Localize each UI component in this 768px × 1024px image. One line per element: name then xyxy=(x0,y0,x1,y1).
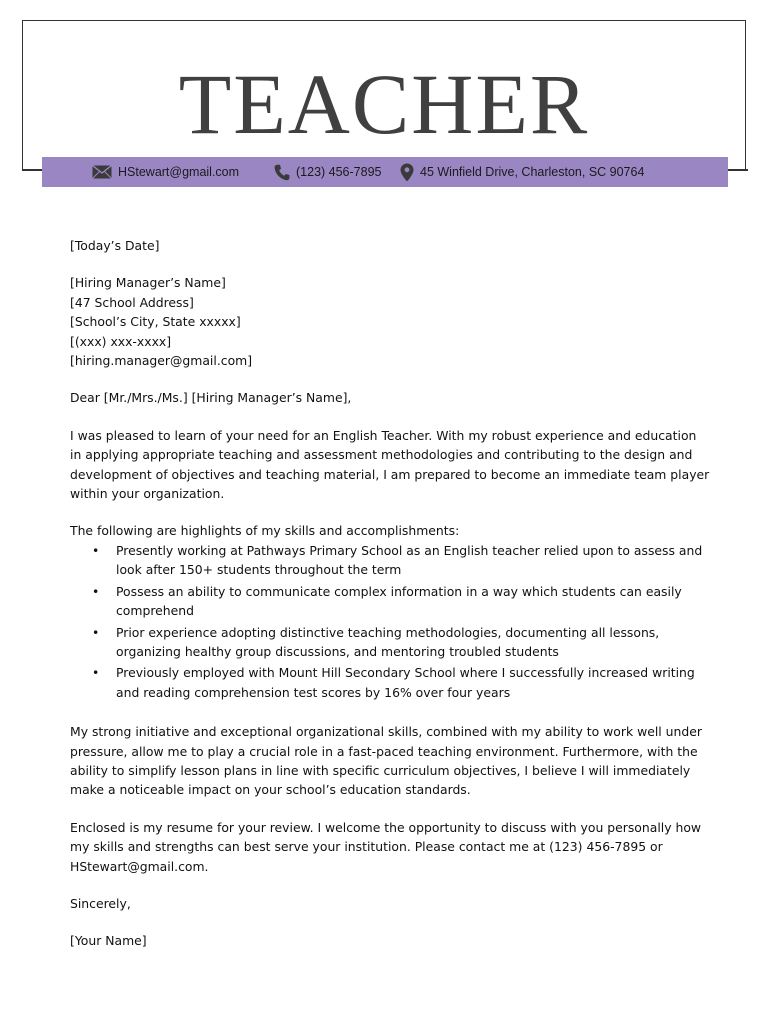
body-paragraph: My strong initiative and exceptional organizational skills, combined with my ability to work well under pressure, allow me to play a crucial role in a fast-paced teaching environment. Furthermore, with the ability to simplify lesson plans in line with specific curriculum objectives, I believe I will immediately make a noticeable impact on your school’s education standards. xyxy=(70,724,702,798)
location-pin-icon xyxy=(400,163,414,182)
contact-bar xyxy=(42,157,728,187)
intro-paragraph: I was pleased to learn of your need for an English Teacher. With my robust experience and education in applying appropriate teaching and assessment methodologies and contributing to the design and development of objectives and teaching material, I am prepared to become an immediate team player within your organization. xyxy=(70,427,710,502)
bullet-icon: • xyxy=(92,624,100,640)
contact-email xyxy=(92,163,239,181)
salutation: Dear [Mr./Mrs./Ms.] [Hiring Manager’s Name], xyxy=(70,390,352,406)
bullet-icon: • xyxy=(92,542,100,558)
closing-paragraph: Enclosed is my resume for your review. I welcome the opportunity to discuss with you personally how my skills and strengths can best serve your institution. Please contact me at (123) 456-7895 or HStewart@gmail.com. xyxy=(70,819,702,874)
page-title: TEACHER xyxy=(178,56,590,152)
contact-phone xyxy=(274,163,381,181)
frame-corner-right xyxy=(728,169,748,171)
highlights-intro: The following are highlights of my skills and accomplishments: xyxy=(70,523,460,539)
sign-off: Sincerely, xyxy=(70,895,131,911)
bullet-icon: • xyxy=(92,583,100,599)
list-item: • Previously employed with Mount Hill Secondary School where I successfully increased writing and reading comprehension test scores by 16% over four years xyxy=(92,665,695,700)
bullet-icon: • xyxy=(92,665,100,681)
envelope-icon xyxy=(92,165,112,179)
letter-date: [Today’s Date] xyxy=(70,238,160,253)
list-item: • Prior experience adopting distinctive teaching methodologies, documenting all lessons, organizing healthy group discussions, and mentoring troubled students xyxy=(92,624,660,659)
list-item: • Possess an ability to communicate complex information in a way which students can easily comprehend xyxy=(92,583,682,619)
recipient-email: [hiring.manager@gmail.com] xyxy=(70,353,253,369)
contact-address xyxy=(400,163,644,181)
signature: [Your Name] xyxy=(70,933,147,949)
letter-body xyxy=(70,236,710,951)
recipient-address: [47 School Address] xyxy=(70,294,194,310)
highlights-list xyxy=(70,541,710,702)
phone-text: (123) 456-7895 xyxy=(296,165,382,179)
recipient-name: [Hiring Manager’s Name] xyxy=(70,275,226,291)
phone-icon xyxy=(274,164,290,181)
email-text: HStewart@gmail.com xyxy=(118,165,240,179)
recipient-phone: [(xxx) xxx-xxxx] xyxy=(70,333,172,349)
recipient-city: [School’s City, State xxxxx] xyxy=(70,314,241,330)
list-item: • Presently working at Pathways Primary School as an English teacher relied upon to assess and look after 150+ students throughout the term xyxy=(92,542,703,578)
frame-corner-left xyxy=(22,169,42,171)
address-text: 45 Winfield Drive, Charleston, SC 90764 xyxy=(420,165,645,179)
